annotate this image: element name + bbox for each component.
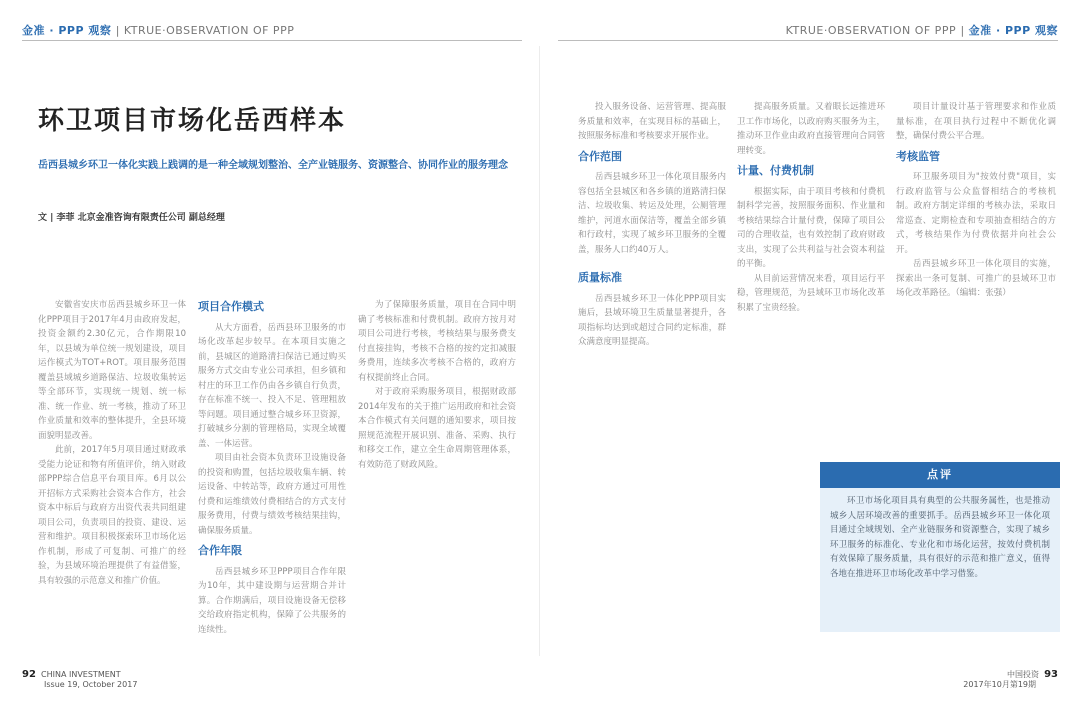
publication-name-en: CHINA INVESTMENT	[41, 670, 121, 679]
paragraph: 此前，2017年5月项目通过财政承受能力论证和物有所值评价，纳入财政部PPP综合信息平台项目库。6月以公开招标方式采购社会资本合作方，社会资本中标后与政府方出资代表共同组建项目公司，负责项目的投资、建设、运营和维护。项目积极探索环卫市场化运作机制，形成了可复制、可推广的经验，为县域环境治理提供了有益借鉴，具有较强的示范意义和推广价值。	[38, 445, 186, 586]
paragraph: 岳西县城乡环卫一体化项目服务内容包括全县城区和各乡镇的道路清扫保洁、垃圾收集、转运及处理，公厕管理维护，河道水面保洁等，覆盖全部乡镇和行政村，实现了城乡环卫服务的全覆盖，服务人口约40万人。	[578, 172, 726, 255]
paragraph: 为了保障服务质量，项目在合同中明确了考核标准和付费机制。政府方按月对项目公司进行考核，考核结果与服务费支付直接挂钩，考核不合格的按约定扣减服务费用，连续多次考核不合格的，政府方有权提前终止合同。	[358, 300, 516, 383]
text-column-6	[896, 100, 1056, 450]
section-heading-assessment: 考核监管	[896, 149, 940, 163]
text-column-4	[578, 100, 726, 658]
text-column-1	[38, 298, 186, 658]
section-heading-cooperation-mode: 项目合作模式	[198, 300, 264, 313]
review-body: 环卫市场化项目具有典型的公共服务属性，也是推动城乡人居环境改善的重要抓手。岳西县城乡环卫一体化项目通过全域规划、全产业链服务和资源整合，实现了城乡环卫服务的标准化、专业化和市场化运营，按效付费机制有效保障了服务质量，具有很好的示范和推广意义，值得各地在推进环卫市场化改革中学习借鉴。	[830, 496, 1050, 579]
paragraph: 岳西县城乡环卫一体化项目的实施，探索出一条可复制、可推广的县域环卫市场化改革路径。（编辑：张强）	[896, 259, 1056, 298]
header-left: 金准 · PPP 观察 | KTRUE·OBSERVATION OF PPP	[22, 24, 295, 37]
footer-left	[22, 670, 137, 690]
review-title: 点评	[820, 462, 1060, 488]
header-tag-left: KTRUE·OBSERVATION OF PPP	[123, 24, 295, 37]
article-author: 文 | 李菲 北京金准咨询有限责任公司 副总经理	[38, 213, 225, 223]
review-box	[820, 462, 1060, 632]
section-heading-payment: 计量、付费机制	[737, 164, 814, 177]
page-number-left: 92	[22, 669, 36, 680]
section-heading-cooperation-term: 合作年限	[198, 544, 242, 557]
paragraph: 岳西县城乡环卫一体化PPP项目实施后，县域环境卫生质量显著提升，各项指标均达到或超过合同约定标准，群众满意度明显提高。	[578, 293, 726, 347]
paragraph: 岳西县城乡环卫PPP项目合作年限为10年，其中建设期与运营期合并计算。合作期满后，项目设施设备无偿移交给政府指定机构，保障了公共服务的连续性。	[198, 566, 346, 635]
paragraph: 从目前运营情况来看，项目运行平稳，管理规范，为县域环卫市场化改革积累了宝贵经验。	[737, 273, 885, 313]
article-subtitle: 岳西县城乡环卫一体化实践上践调的是一种全域规划整治、全产业链服务、资源整合、协同作业的服务理念	[38, 160, 508, 171]
paragraph: 投入服务设备、运营管理、提高服务质量和效率，在实现目标的基础上，按照服务标准和考核要求开展作业。	[578, 102, 726, 141]
text-column-5	[737, 100, 885, 450]
header-tag-right: KTRUE·OBSERVATION OF PPP	[785, 24, 957, 37]
article-title: 环卫项目市场化岳西样本	[38, 106, 347, 136]
footer-right	[963, 670, 1058, 690]
paragraph: 安徽省安庆市岳西县城乡环卫一体化PPP项目于2017年4月由政府发起，投资金额约2.30亿元，合作期限10年，以县域为单位统一规划建设，项目运作模式为TOT+ROT。项目服务范围覆盖县域城乡道路保洁、垃圾收集转运等全部环节，实现统一规划、统一标准、统一作业、统一考核，推动了环卫作业质量和效率的整体提升，全县环境面貌明显改善。	[38, 300, 186, 441]
header-brand-left: 金准 · PPP 观察	[22, 24, 112, 37]
header-brand-right: 金准 · PPP 观察	[968, 24, 1058, 37]
header-right: KTRUE·OBSERVATION OF PPP | 金准 · PPP 观察	[785, 24, 1058, 37]
page-number-right: 93	[1044, 669, 1058, 680]
paragraph: 项目由社会资本负责环卫设施设备的投资和购置，包括垃圾收集车辆、转运设备、中转站等，政府方通过可用性付费和运维绩效付费相结合的方式支付服务费用，付费与绩效考核结果挂钩，确保服务质量。	[198, 453, 346, 536]
paragraph: 提高服务质量。又着眼长远推进环卫工作市场化，以政府购买服务为主，推动环卫作业由政府直接管理向合同管理转变。	[737, 102, 885, 156]
page-gutter	[539, 46, 540, 656]
section-heading-quality: 质量标准	[578, 271, 622, 284]
text-column-2	[198, 294, 346, 658]
paragraph: 从大方面看，岳西县环卫服务的市场化改革起步较早。在本项目实施之前，县城区的道路清扫保洁已通过购买服务方式交由专业公司承担，但乡镇和村庄的环卫工作仍由各乡镇自行负责，存在标准不统一、投入不足、管理粗放等问题。项目通过整合城乡环卫资源，打破城乡分割的管理格局，实现全域覆盖、一体运营。	[198, 322, 346, 449]
paragraph: 对于政府采购服务项目，根据财政部2014年发布的关于推广运用政府和社会资本合作模式有关问题的通知要求，项目按照规范流程开展识别、准备、采购、执行和移交工作，建立全生命周期管理体系，有效防范了财政风险。	[358, 387, 516, 470]
paragraph: 项目计量设计基于管理要求和作业质量标准，在项目执行过程中不断优化调整，确保付费公平合理。	[896, 102, 1056, 141]
text-column-3	[358, 298, 516, 658]
issue-label-en: Issue 19, October 2017	[44, 680, 138, 689]
paragraph: 根据实际，由于项目考核和付费机制科学完善，按照服务面积、作业量和考核结果综合计量付费，保障了项目公司的合理收益，也有效控制了政府财政支出，实现了公共利益与社会资本利益的平衡。	[737, 186, 885, 269]
section-heading-scope: 合作范围	[578, 149, 622, 163]
issue-label-cn: 2017年10月第19期	[963, 680, 1036, 689]
header-rule-left	[22, 40, 522, 41]
paragraph: 环卫服务项目为"按效付费"项目，实行政府监管与公众监督相结合的考核机制。政府方制定详细的考核办法，采取日常巡查、定期检查和专项抽查相结合的方式，考核结果作为付费依据并向社会公开。	[896, 172, 1056, 255]
publication-name-cn: 中国投资	[1006, 670, 1039, 679]
header-rule-right	[558, 40, 1058, 41]
